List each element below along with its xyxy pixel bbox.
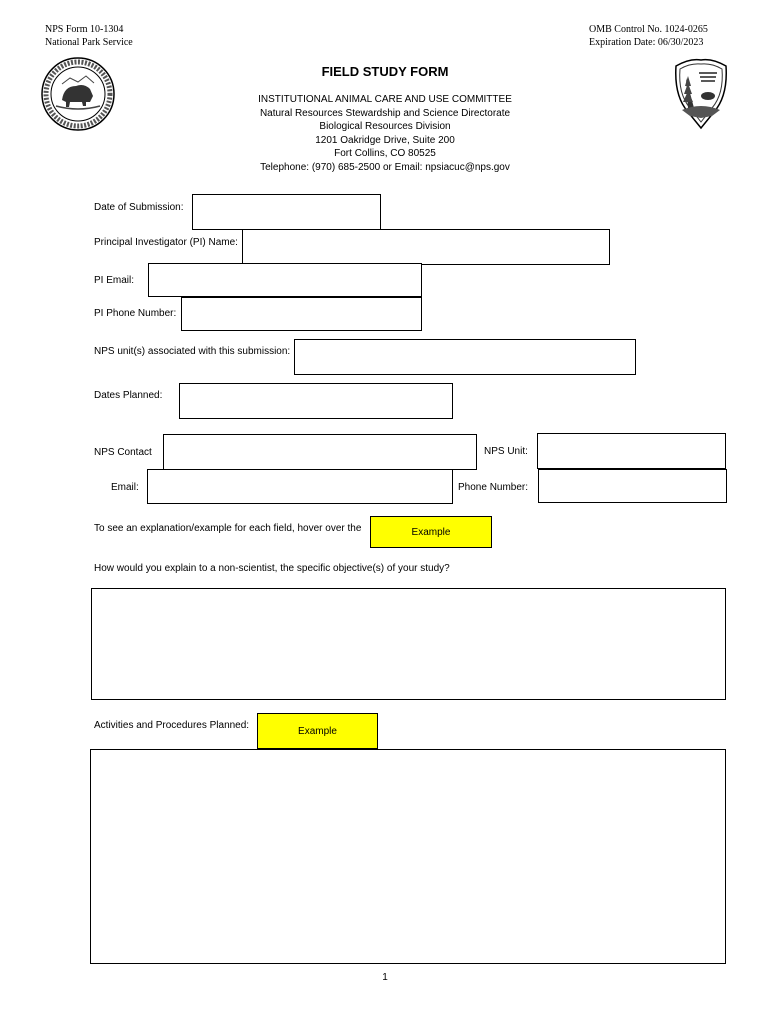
hint-text: To see an explanation/example for each field, hover over the [94, 523, 362, 534]
omb-control-number: OMB Control No. 1024-0265 [589, 24, 708, 35]
nps-unit-label: NPS Unit: [484, 446, 528, 457]
pi-phone-field[interactable] [181, 297, 422, 331]
omb-block [589, 23, 708, 49]
email-label: Email: [111, 482, 139, 493]
title-block [0, 93, 770, 174]
dates-planned-field[interactable] [179, 383, 453, 419]
nps-contact-label: NPS Contact [94, 447, 152, 458]
date-submission-label: Date of Submission: [94, 202, 184, 213]
pi-name-label: Principal Investigator (PI) Name: [94, 237, 238, 248]
expiration-date: Expiration Date: 06/30/2023 [589, 37, 704, 48]
form-number-block [45, 23, 133, 49]
pi-email-label: PI Email: [94, 275, 135, 286]
contact-line: Telephone: (970) 685-2500 or Email: npsiacuc@nps.gov [260, 161, 510, 173]
pi-name-field[interactable] [242, 229, 610, 265]
nps-contact-field[interactable] [163, 434, 477, 470]
objective-question: How would you explain to a non-scientist, the specific objective(s) of your study? [94, 563, 450, 574]
division-name: Biological Resources Division [319, 121, 451, 132]
address-line-2: Fort Collins, CO 80525 [334, 148, 436, 159]
activities-label: Activities and Procedures Planned: [94, 720, 250, 731]
pi-email-field[interactable] [148, 263, 422, 297]
nps-units-field[interactable] [294, 339, 636, 375]
nps-unit-field[interactable] [537, 433, 726, 469]
form-title: FIELD STUDY FORM [321, 64, 449, 79]
address-line-1: 1201 Oakridge Drive, Suite 200 [315, 134, 455, 146]
example-button[interactable]: Example [370, 516, 492, 548]
committee-name: INSTITUTIONAL ANIMAL CARE AND USE COMMITTEE [258, 94, 512, 105]
activities-example-button[interactable]: Example [257, 713, 378, 749]
objective-textarea[interactable] [91, 588, 726, 700]
directorate-name: Natural Resources Stewardship and Science Directorate [259, 107, 511, 119]
agency-name: National Park Service [45, 37, 133, 48]
pi-phone-label: PI Phone Number: [94, 308, 177, 319]
activities-textarea[interactable] [90, 749, 726, 964]
phone-number-label: Phone Number: [458, 482, 529, 493]
email-field[interactable] [147, 469, 453, 504]
nps-units-label: NPS unit(s) associated with this submission: [94, 346, 291, 357]
phone-number-field[interactable] [538, 469, 727, 503]
page-number: 1 [382, 972, 388, 983]
form-number: NPS Form 10-1304 [45, 24, 124, 35]
dates-planned-label: Dates Planned: [94, 390, 163, 401]
date-submission-field[interactable] [192, 194, 381, 230]
